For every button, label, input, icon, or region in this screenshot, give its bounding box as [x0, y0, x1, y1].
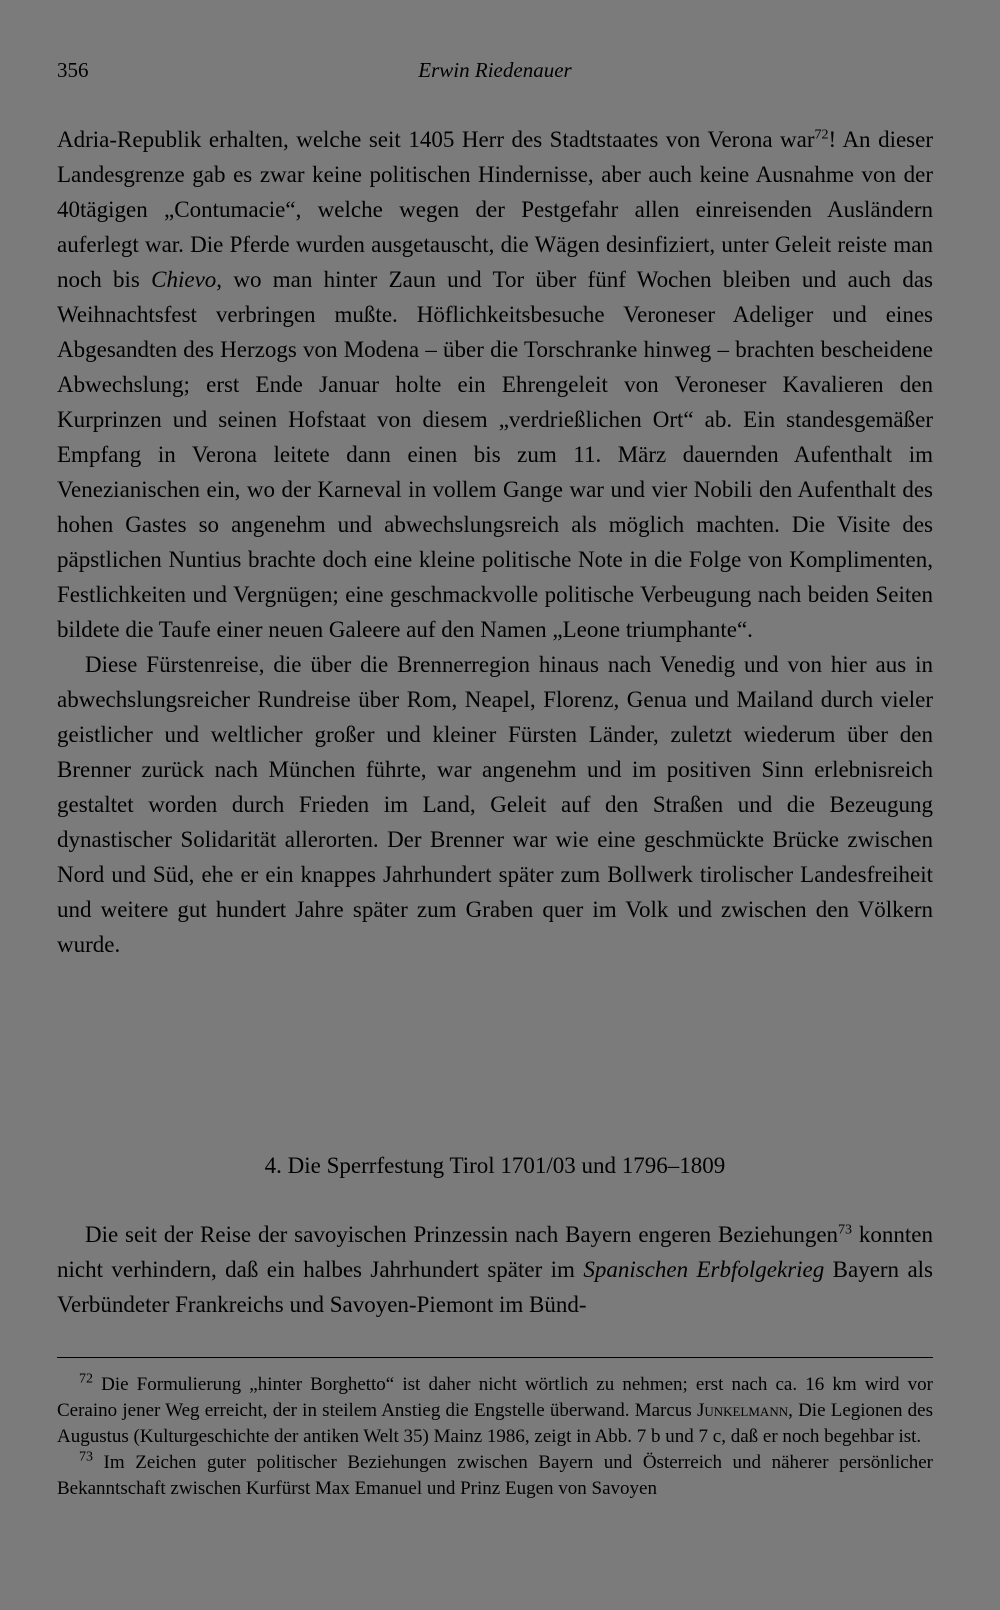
footnote-72-text-a: Die Formulierung „hinter Borghetto“ ist daher nicht wörtlich zu nehmen; erst nach ca. 16 km wird vor Ceraino jener Weg erreicht, der in steilem Anstieg die Engstelle überwand. Marcus: [57, 1374, 933, 1421]
running-head: Erwin Riedenauer: [418, 58, 572, 82]
footnote-ref-73: 73: [838, 1222, 853, 1238]
section-text-b: konnten nicht verhindern, daß ein halbes Jahrhundert später im: [57, 1222, 933, 1282]
section-text-a: Die seit der Reise der savoyischen Prinzessin nach Bayern engeren Beziehungen: [85, 1222, 839, 1247]
footnote-73-text: Im Zeichen guter politischer Beziehungen zwischen Bayern und Österreich und näherer persönlicher Bekanntschaft zwischen Kurfürst Max Emanuel und Prinz Eugen von Savoyen: [57, 1452, 933, 1499]
section-text-c: Bayern als Verbündeter Frankreichs und Savoyen-Piemont im Bünd-: [57, 1257, 934, 1317]
footnote-number-72: 72: [79, 1371, 93, 1387]
footnote-72-text-b: , Die Legionen des Augustus (Kulturgeschichte der antiken Welt 35) Mainz 1986, zeigt in Abb. 7 b und 7 c, daß er noch begehbar ist.: [57, 1400, 933, 1447]
body-text: [57, 122, 933, 962]
paragraph-2: Diese Fürstenreise, die über die Brennerregion hinaus nach Venedig und von hier aus in abwechslungsreicher Rundreise über Rom, Neapel, Florenz, Genua und Mailand durch vieler geistlicher und weltlicher großer und kleiner Fürsten Länder, zuletzt wiederum über den Brenner zurück nach München führte, war angenehm und im positiven Sinn erlebnisreich gestaltet worden durch Frieden im Land, Geleit auf den Straßen und die Bezeugung dynastischer Solidarität allerorten. Der Brenner war wie eine geschmückte Brücke zwischen Nord und Süd, ehe er ein knappes Jahrhundert später zum Bollwerk tirolischer Landesfreiheit und weitere gut hundert Jahre später zum Graben quer im Volk und zwischen den Völkern wurde.: [57, 652, 933, 957]
italic-term: Spanischen Erbfolgekrieg: [583, 1257, 825, 1282]
paragraph-1-text-b: ! An dieser Landesgrenze gab es zwar keine politischen Hindernisse, aber auch keine Ausnahme von der 40tägigen „Contumacie“, welche wegen der Pestgefahr allen einreisenden Ausländern auferlegt war. Die Pferde wurden ausgetauscht, die Wägen desinfiziert, unter Geleit reiste man noch bis: [57, 127, 933, 292]
section-text: [57, 1217, 933, 1322]
page-header: [57, 52, 933, 88]
footnote-73: [57, 1450, 933, 1502]
paragraph-1-text-c: , wo man hinter Zaun und Tor über fünf Wochen bleiben und auch das Weihnachtsfest verbringen mußte. Höflichkeitsbesuche Veroneser Adeliger und eines Abgesandten des Herzogs von Modena – über die Torschranke hinweg – brachten bescheidene Abwechslung; erst Ende Januar holte ein Ehrengeleit von Veroneser Kavalieren den Kurprinzen und seinen Hofstaat von diesem „verdrießlichen Ort“ ab. Ein standesgemäßer Empfang in Verona leitete dann einen bis zum 11. März dauernden Aufenthalt im Venezianischen ein, wo der Karneval in vollem Gange war und vier Nobili den Aufenthalt des hohen Gastes so angenehm und abwechslungsreich als möglich machten. Die Visite des päpstlichen Nuntius brachte doch eine kleine politische Note in die Folge von Komplimenten, Festlichkeiten und Vergnügen; eine geschmackvolle politische Verbeugung nach beiden Seiten bildete die Taufe einer neuen Galeere auf den Namen „Leone triumphante“.: [57, 267, 933, 642]
footnote-72-author: Junkelmann: [696, 1400, 789, 1421]
footnote-72: [57, 1372, 933, 1450]
place-name-chievo: Chievo: [151, 267, 217, 292]
section-heading: 4. Die Sperrfestung Tirol 1701/03 und 1796–1809: [264, 1153, 726, 1178]
paragraph-1-text-a: Adria-Republik erhalten, welche seit 1405 Herr des Stadtstaates von Verona war: [57, 127, 815, 152]
footnotes: [57, 1372, 933, 1502]
footnote-ref-72: 72: [814, 127, 829, 143]
section-paragraph: [57, 1217, 933, 1322]
footnote-number-73: 73: [79, 1449, 93, 1465]
paragraph-1: [57, 122, 933, 647]
page-number: 356: [57, 58, 89, 82]
footnote-divider: [57, 1357, 933, 1358]
